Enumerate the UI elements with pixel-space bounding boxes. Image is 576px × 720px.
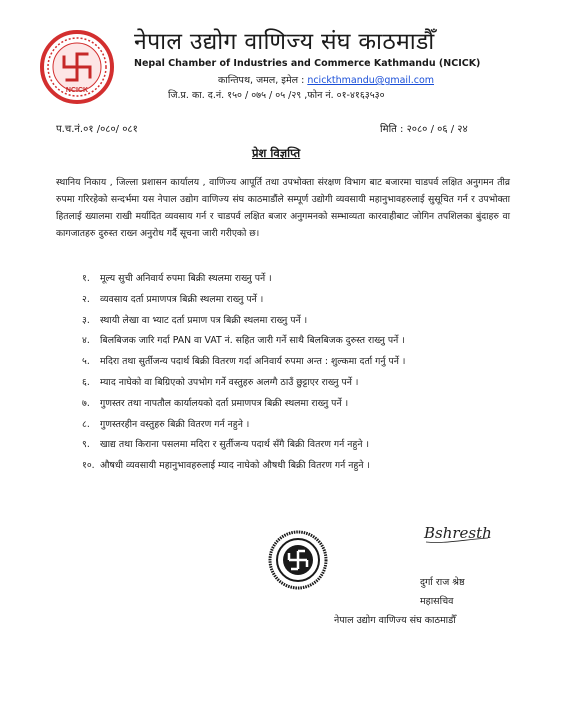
list-item: [82, 292, 405, 313]
list-item-text: मूल्य सुची अनिवार्य रुपमा बिक्री स्थलमा राख्नु पर्ने ।: [100, 273, 272, 284]
list-item-number: ७.: [82, 397, 90, 409]
list-item: [82, 271, 405, 292]
list-item-number: ९.: [82, 439, 90, 451]
list-item-text: व्यवसाय दर्ता प्रमाणपत्र बिक्री स्थलमा राख्नु पर्ने ।: [100, 293, 264, 305]
list-item-text: बिलबिजक जारि गर्दा PAN वा VAT नं. सहित जारी गर्ने साथै बिलबिजक दुरुस्त राख्नु पर्ने ।: [100, 335, 405, 347]
list-item: [82, 354, 405, 375]
list-item-text: स्थायी लेखा वा भ्याट दर्ता प्रमाण पत्र बिक्री स्थलमा राख्नु पर्ने ।: [100, 314, 308, 326]
list-item-text: गुणस्तर तथा नापतौल कार्यालयको दर्ता प्रमाणपत्र बिक्री स्थलमा राख्नु पर्ने ।: [100, 397, 349, 409]
reference-number: प.च.नं.०१ /०८०/ ०८१: [56, 124, 138, 135]
list-item-number: १.: [82, 273, 90, 284]
list-item-number: ३.: [82, 314, 90, 326]
registration-line: जि.प्र. का. द.नं. १५० / ०७५ / ०५ /२९ ,फोन नं. ०१-४१६३५३०: [168, 90, 385, 101]
list-item-number: १०.: [82, 460, 95, 472]
list-item: [82, 458, 405, 479]
signature: [422, 518, 496, 546]
list-item: [82, 333, 405, 354]
list-item-number: २.: [82, 293, 90, 305]
org-name-nepali: नेपाल उद्योग वाणिज्य संघ काठमाडौँ: [134, 29, 435, 55]
list-item: [82, 396, 405, 417]
official-stamp: [268, 530, 328, 590]
org-name-english: Nepal Chamber of Industries and Commerce Kathmandu (NCICK): [134, 58, 481, 69]
signatory-role: महासचिव: [420, 596, 454, 607]
address-line: [218, 73, 434, 86]
list-item-number: ५.: [82, 356, 90, 368]
list-item: [82, 437, 405, 458]
list-item-text: गुणस्तरहीन वस्तुहरु बिक्री वितरण गर्न नहुने ।: [100, 418, 250, 430]
signatory-organization: नेपाल उद्योग वाणिज्य संघ काठमाडौँ: [334, 615, 456, 626]
list-item-text: म्याद नाघेको वा बिग्रिएको उपभोग गर्ने वस्तुहरु अलग्गै ठाउँ छुट्टाएर राख्नु पर्ने ।: [100, 376, 359, 388]
email-link[interactable]: ncickthmandu@gmail.com: [307, 75, 435, 86]
ncick-logo: [40, 30, 114, 104]
list-item-text: खाद्य तथा किराना पसलमा मदिरा र सुर्तीजन्य पदार्थ सँगै बिक्री वितरण गर्न नहुने ।: [100, 439, 369, 451]
list-item: [82, 313, 405, 334]
body-paragraph: स्थानिय निकाय , जिल्ला प्रशासन कार्यालय , वाणिज्य आपूर्ति तथा उपभोक्ता संरक्षण विभाग बाट बजारमा चाडपर्व लक्षित अनुगमन तीव्र रुपमा गरिरहेको सन्दर्भमा यस नेपाल उद्योग वाणिज्य संघ काठमाडौंले सम्पूर्ण उद्योगी व्यवसायी महानुभावहरुलाई सुसूचित गर्न र उपभोक्ता हितलाई ख्यालमा राखी मर्यादित व्यवसाय गर्न र चाडपर्व लक्षित बजार अनुगमनको सम्भाव्यता कारवाहीबाट जोगिन तपशिलका बुंदाहरु वा कागजातहरु दुरुस्त राख्न अनुरोध गर्दै सूचना जारी गरीएको छ।: [56, 177, 510, 239]
address-text: कान्तिपथ, जमल, इमेल :: [218, 75, 308, 86]
list-item-text: औषधी व्यवसायी महानुभावहरुलाई म्याद नाघेको औषधी बिक्री वितरण गर्न नहुने ।: [100, 460, 370, 472]
list-item: [82, 375, 405, 396]
list-item: [82, 417, 405, 438]
signatory-name: दुर्गा राज श्रेष्ठ: [420, 577, 465, 588]
points-list: [82, 271, 405, 479]
date: मिति : २०८० / ०६ / २४: [380, 124, 468, 135]
list-item-number: ६.: [82, 376, 90, 388]
list-item-number: ८.: [82, 418, 90, 430]
list-item-text: मदिरा तथा सुर्तीजन्य पदार्थ बिक्री वितरण गर्दा अनिवार्य रुपमा अन्त : शुल्कमा दर्ता गर्नु पर्ने ।: [100, 356, 406, 368]
page-title: प्रेश विज्ञप्ति: [252, 146, 301, 160]
signature-text: Bshresth: [424, 524, 492, 542]
logo-text: NCICK: [65, 87, 89, 94]
list-item-number: ४.: [82, 335, 90, 347]
